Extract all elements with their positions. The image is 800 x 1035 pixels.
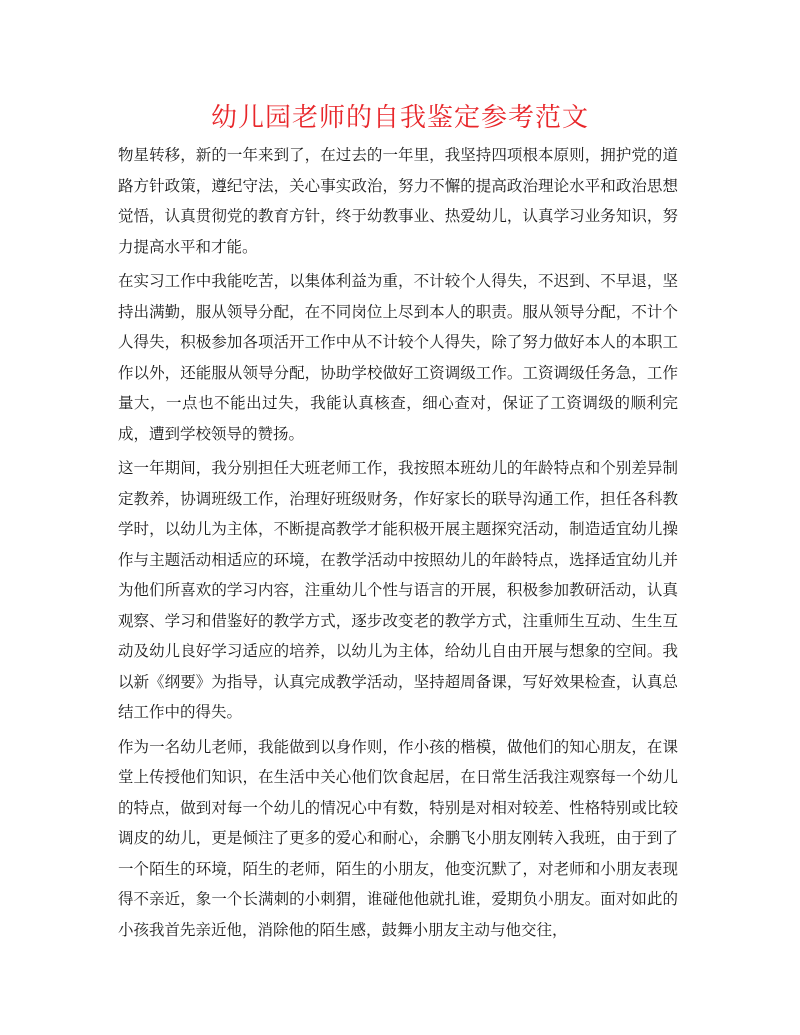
paragraph-2: 在实习工作中我能吃苦，以集体利益为重，不计较个人得失，不迟到、不早退，坚持出满勤，服从领导分配，在不同岗位上尽到本人的职责。服从领导分配，不计个人得失，积极参加各项活开工作中从不计较个人得失，除了努力做好本人的本职工作以外，还能服从领导分配，协助学校做好工资调级工作。工资调级任务急，工作量大，一点也不能出过失，我能认真核查，细心查对，保证了工资调级的顺利完成，遭到学校领导的赞扬。	[118, 272, 678, 443]
document-title: 幼儿园老师的自我鉴定参考范文	[210, 103, 589, 133]
paragraph-1: 物星转移，新的一年来到了，在过去的一年里，我坚持四项根本原则，拥护党的道路方针政策，遵纪守法，关心事实政治，努力不懈的提高政治理论水平和政治思想觉悟，认真贯彻党的教育方针，终于幼教事业、热爱幼儿，认真学习业务知识，努力提高水平和才能。	[118, 146, 678, 256]
paragraph-3: 这一年期间，我分别担任大班老师工作，我按照本班幼儿的年龄特点和个别差异制定教养，协调班级工作，治理好班级财务，作好家长的联导沟通工作，担任各科教学时，以幼儿为主体，不断提高教学才能积极开展主题探究活动，制造适宜幼儿操作与主题活动相适应的环境，在教学活动中按照幼儿的年龄特点，选择适宜幼儿并为他们所喜欢的学习内容，注重幼儿个性与语言的开展，积极参加教研活动，认真观察、学习和借鉴好的教学方式，逐步改变老的教学方式，注重师生互动、生生互动及幼儿良好学习适应的培养，以幼儿为主体，给幼儿自由开展与想象的空间。我以新《纲要》为指导，认真完成教学活动，坚持超周备课，写好效果检查，认真总结工作中的得失。	[118, 459, 678, 721]
document-body	[118, 140, 678, 949]
paragraph-4: 作为一名幼儿老师，我能做到以身作则，作小孩的楷模，做他们的知心朋友，在课堂上传授他们知识，在生活中关心他们饮食起居，在日常生活我注观察每一个幼儿的特点，做到对每一个幼儿的情况心中有数，特别是对相对较差、性格特别或比较调皮的幼儿，更是倾注了更多的爱心和耐心，余鹏飞小朋友刚转入我班，由于到了一个陌生的环境，陌生的老师，陌生的小朋友，他变沉默了，对老师和小朋友表现得不亲近，象一个长满刺的小刺猬，谁碰他他就扎谁，爱期负小朋友。面对如此的小孩我首先亲近他，消除他的陌生感，鼓舞小朋友主动与他交往，	[118, 737, 678, 939]
